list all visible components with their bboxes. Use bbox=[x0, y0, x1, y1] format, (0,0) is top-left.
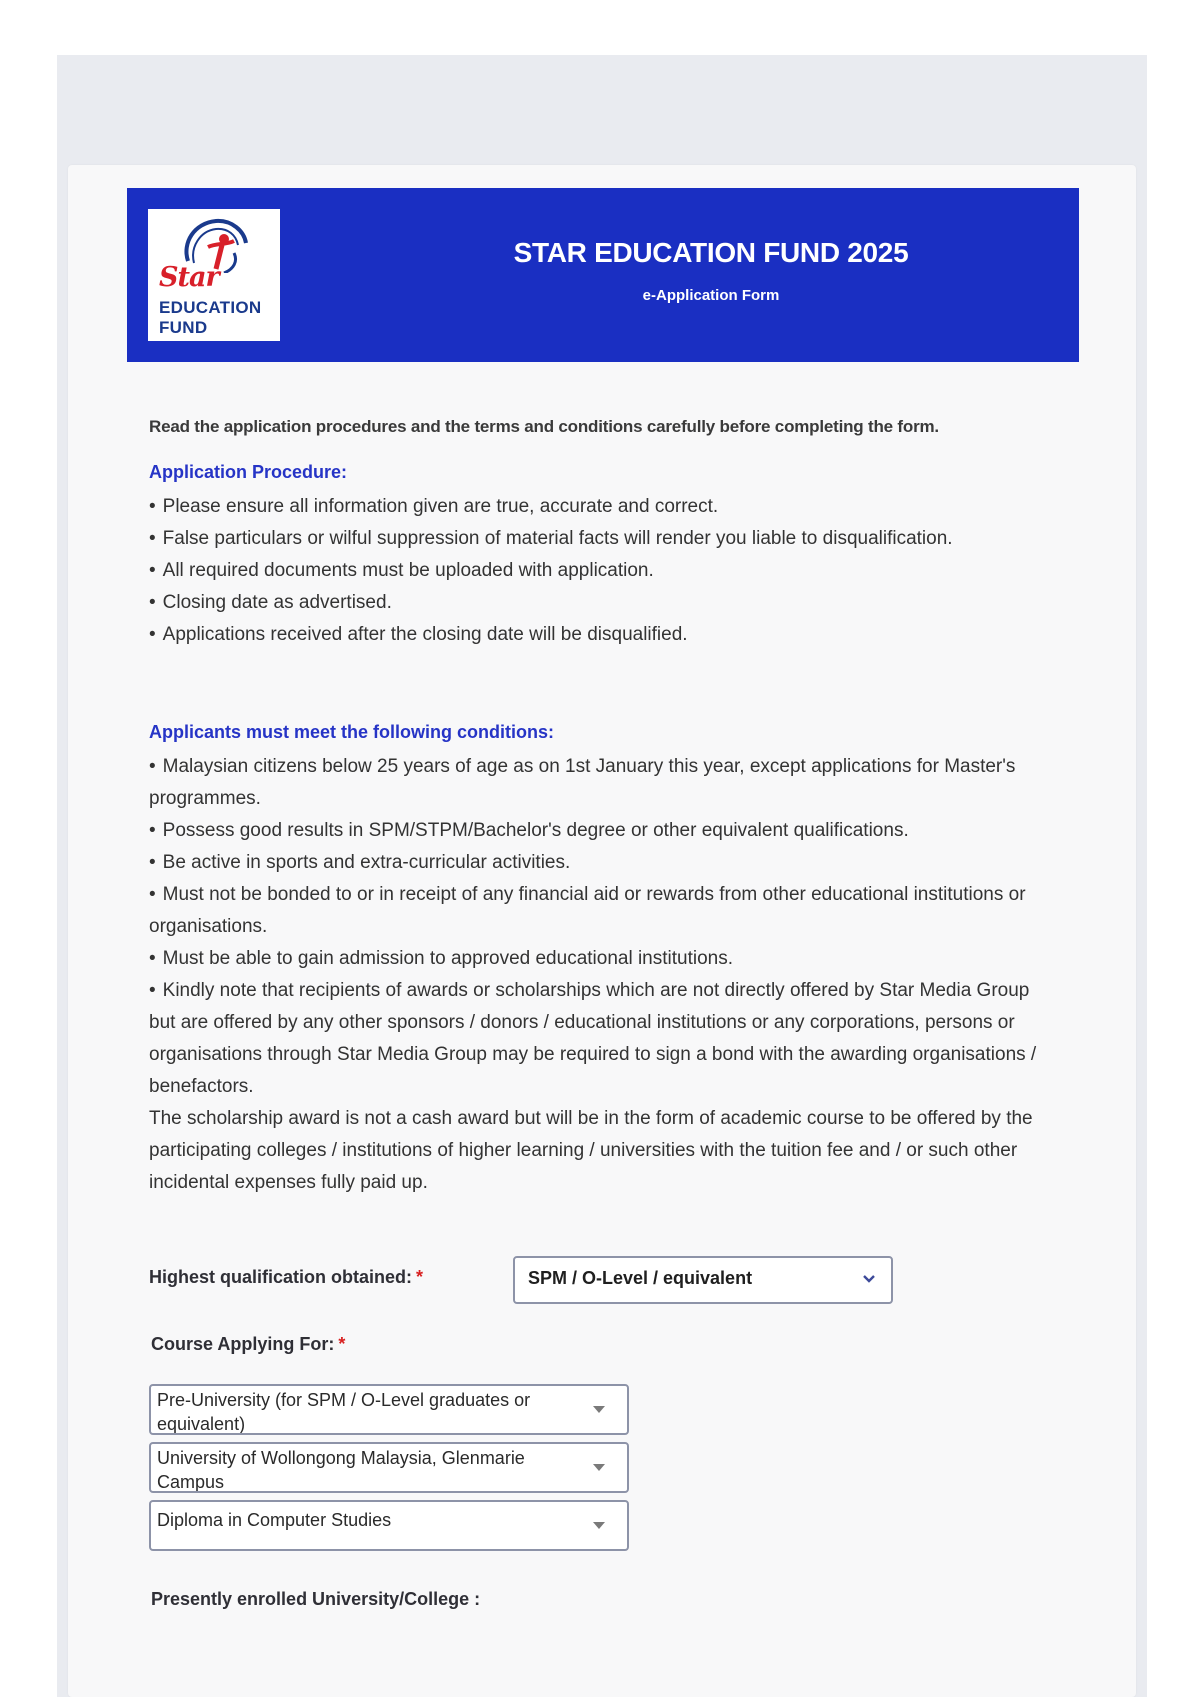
caret-down-icon bbox=[593, 1522, 605, 1529]
qualification-select-value: SPM / O-Level / equivalent bbox=[528, 1268, 753, 1288]
caret-down-icon bbox=[593, 1464, 605, 1471]
logo-education-text: EDUCATION bbox=[159, 298, 262, 317]
list-item: • Kindly note that recipients of awards or scholarships which are not directly offered by Star Media Group but are offered by any other sponsors / donors / educational institutions or any corporations, persons or organisations through Star Media Group may be required to sign a bond with the awarding organisations / benefactors. bbox=[149, 975, 1049, 1103]
header-banner bbox=[127, 188, 1079, 362]
list-item: • Must not be bonded to or in receipt of any financial aid or rewards from other educational institutions or organisations. bbox=[149, 879, 1049, 943]
programme-select[interactable] bbox=[149, 1500, 629, 1551]
course-level-value: Pre-University (for SPM / O-Level graduates or equivalent) bbox=[157, 1390, 531, 1434]
list-item: • False particulars or wilful suppression of material facts will render you liable to disqualification. bbox=[149, 523, 1049, 555]
course-level-select[interactable] bbox=[149, 1384, 629, 1435]
programme-value: Diploma in Computer Studies bbox=[157, 1510, 392, 1530]
qualification-select[interactable] bbox=[513, 1256, 893, 1304]
intro-text: Read the application procedures and the terms and conditions carefully before completing the form. bbox=[149, 417, 939, 436]
conditions-heading: Applicants must meet the following conditions: bbox=[149, 722, 555, 742]
chevron-down-icon bbox=[861, 1271, 877, 1287]
list-item: • Possess good results in SPM/STPM/Bachelor's degree or other equivalent qualifications. bbox=[149, 815, 1049, 847]
list-item: • Malaysian citizens below 25 years of age as on 1st January this year, except applications for Master's programmes. bbox=[149, 751, 1049, 815]
list-item: • Be active in sports and extra-curricular activities. bbox=[149, 847, 1049, 879]
qualification-label bbox=[149, 1267, 423, 1288]
qualification-label-text: Highest qualification obtained: bbox=[149, 1267, 413, 1287]
conditions-list bbox=[149, 751, 1049, 1199]
course-label bbox=[151, 1334, 345, 1355]
scholarship-note: The scholarship award is not a cash award but will be in the form of academic course to be offered by the participating colleges / institutions of higher learning / universities with the tuition fee and / or such other incidental expenses fully paid up. bbox=[149, 1108, 1033, 1193]
logo-fund-text: FUND bbox=[159, 318, 208, 337]
course-label-text: Course Applying For: bbox=[151, 1334, 335, 1354]
page-subtitle: e-Application Form bbox=[642, 287, 780, 304]
list-item: • Applications received after the closing date will be disqualified. bbox=[149, 619, 1049, 651]
procedure-heading: Application Procedure: bbox=[149, 462, 348, 482]
institution-select[interactable] bbox=[149, 1442, 629, 1493]
page-title: STAR EDUCATION FUND 2025 bbox=[513, 237, 909, 268]
caret-down-icon bbox=[593, 1406, 605, 1413]
logo-star-word: Star bbox=[159, 262, 219, 293]
required-asterisk: * bbox=[338, 1334, 346, 1354]
list-item: • All required documents must be uploaded with application. bbox=[149, 555, 1049, 587]
list-item: • Closing date as advertised. bbox=[149, 587, 1049, 619]
required-asterisk: * bbox=[416, 1267, 424, 1287]
institution-value: University of Wollongong Malaysia, Glenmarie Campus bbox=[157, 1448, 525, 1492]
enrolled-label: Presently enrolled University/College : bbox=[151, 1589, 481, 1609]
procedure-list bbox=[149, 491, 1049, 651]
star-education-fund-logo bbox=[148, 209, 280, 341]
list-item: • Please ensure all information given are true, accurate and correct. bbox=[149, 491, 1049, 523]
list-item: • Must be able to gain admission to approved educational institutions. bbox=[149, 943, 1049, 975]
